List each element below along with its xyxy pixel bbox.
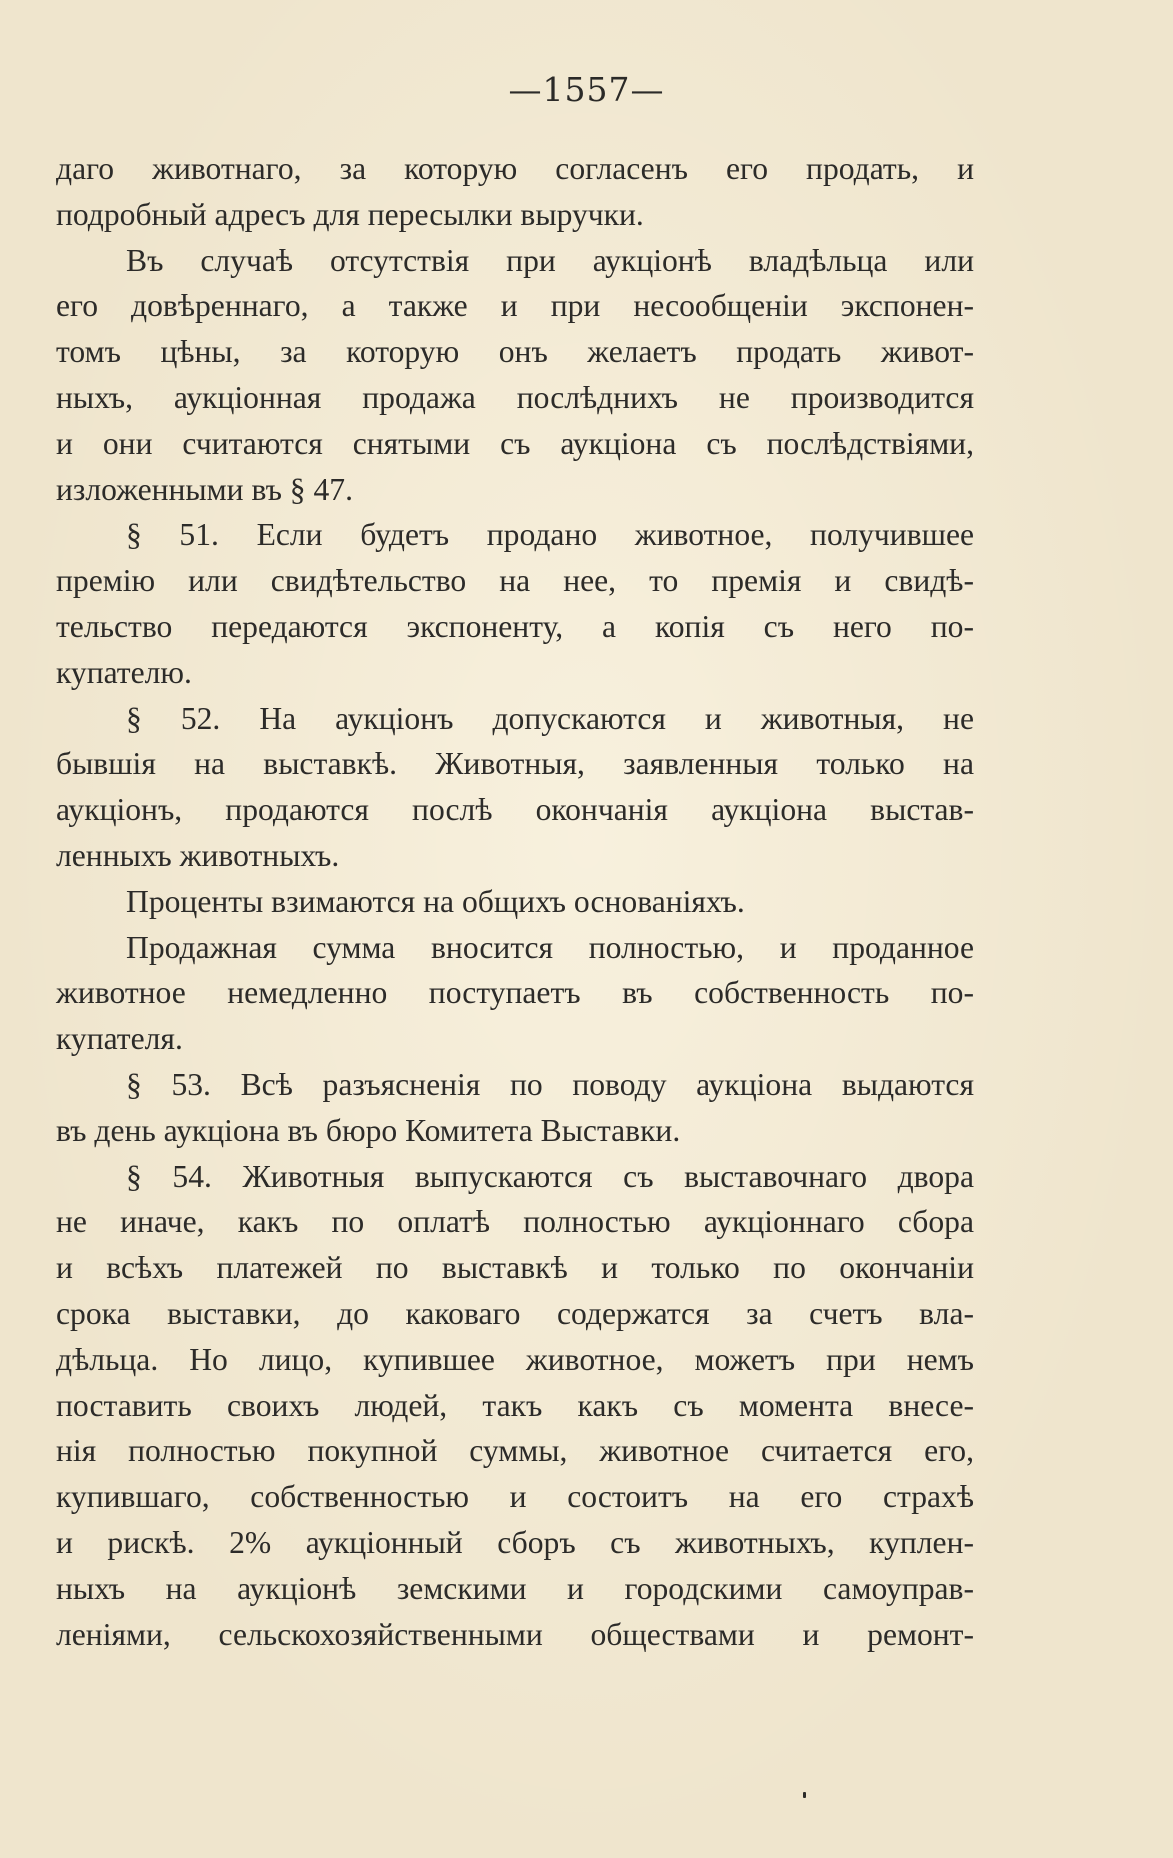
text-line: § 53. Всѣ разъясненія по поводу аукціона выдаются <box>126 1066 974 1102</box>
text-line: аукціонъ, продаются послѣ окончанія аукціона выстав- <box>56 792 974 828</box>
text-line: поставить своихъ людей, такъ какъ съ момента внесе- <box>56 1387 974 1423</box>
text-line: животное немедленно поступаетъ въ собственность по- <box>56 975 974 1011</box>
text-line: томъ цѣны, за которую онъ желаетъ продать живот- <box>56 334 974 370</box>
text-line: нія полностью покупной суммы, животное считается его, <box>56 1433 974 1469</box>
text-line: ленныхъ животныхъ. <box>56 837 340 873</box>
text-line: Продажная сумма вносится полностью, и проданное <box>126 929 974 965</box>
text-line: дѣльца. Но лицо, купившее животное, можетъ при немъ <box>56 1341 974 1377</box>
text-line: ныхъ на аукціонѣ земскими и городскими самоуправ- <box>56 1570 974 1606</box>
text-line: § 52. На аукціонъ допускаются и животныя, не <box>126 700 974 736</box>
text-line: бывшія на выставкѣ. Животныя, заявленныя только на <box>56 746 974 782</box>
text-line: тельство передаются экспоненту, а копія съ него по- <box>56 608 974 644</box>
text-line: не иначе, какъ по оплатѣ полностью аукціоннаго сбора <box>56 1204 974 1240</box>
text-line: подробный адресъ для пересылки выручки. <box>56 196 644 232</box>
text-line: ныхъ, аукціонная продажа послѣднихъ не производится <box>56 379 974 415</box>
text-line: леніями, сельскохозяйственными обществами и ремонт- <box>56 1616 974 1652</box>
text-line: купателя. <box>56 1021 183 1057</box>
text-line: купателю. <box>56 654 192 690</box>
text-line: премію или свидѣтельство на нее, то премія и свидѣ- <box>56 563 974 599</box>
text-line: § 54. Животныя выпускаются съ выставочнаго двора <box>126 1158 974 1194</box>
text-line: и они считаются снятыми съ аукціона съ послѣдствіями, <box>56 425 974 461</box>
text-line: въ день аукціона въ бюро Комитета Выставки. <box>56 1112 681 1148</box>
text-line: его довѣреннаго, а также и при несообщеніи экспонен- <box>56 288 974 324</box>
text-line: § 51. Если будетъ продано животное, получившее <box>126 517 974 553</box>
text-line: даго животнаго, за которую согласенъ его продать, и <box>56 151 974 186</box>
text-line: Въ случаѣ отсутствія при аукціонѣ владѣльца или <box>126 242 974 278</box>
page-number: —1557— <box>508 70 665 109</box>
text-line: и всѣхъ платежей по выставкѣ и только по окончаніи <box>56 1250 974 1286</box>
text-line: срока выставки, до каковаго содержатся за счетъ вла- <box>56 1295 974 1331</box>
text-line: купившаго, собственностью и состоитъ на его страхѣ <box>56 1479 974 1515</box>
text-line: и рискѣ. 2% аукціонный сборъ съ животныхъ, куплен- <box>56 1524 974 1560</box>
text-line: изложенными въ § 47. <box>56 471 353 507</box>
ink-speck <box>803 1792 806 1798</box>
text-line: Проценты взимаются на общихъ основаніяхъ. <box>126 883 745 919</box>
body-text <box>56 146 974 1657</box>
